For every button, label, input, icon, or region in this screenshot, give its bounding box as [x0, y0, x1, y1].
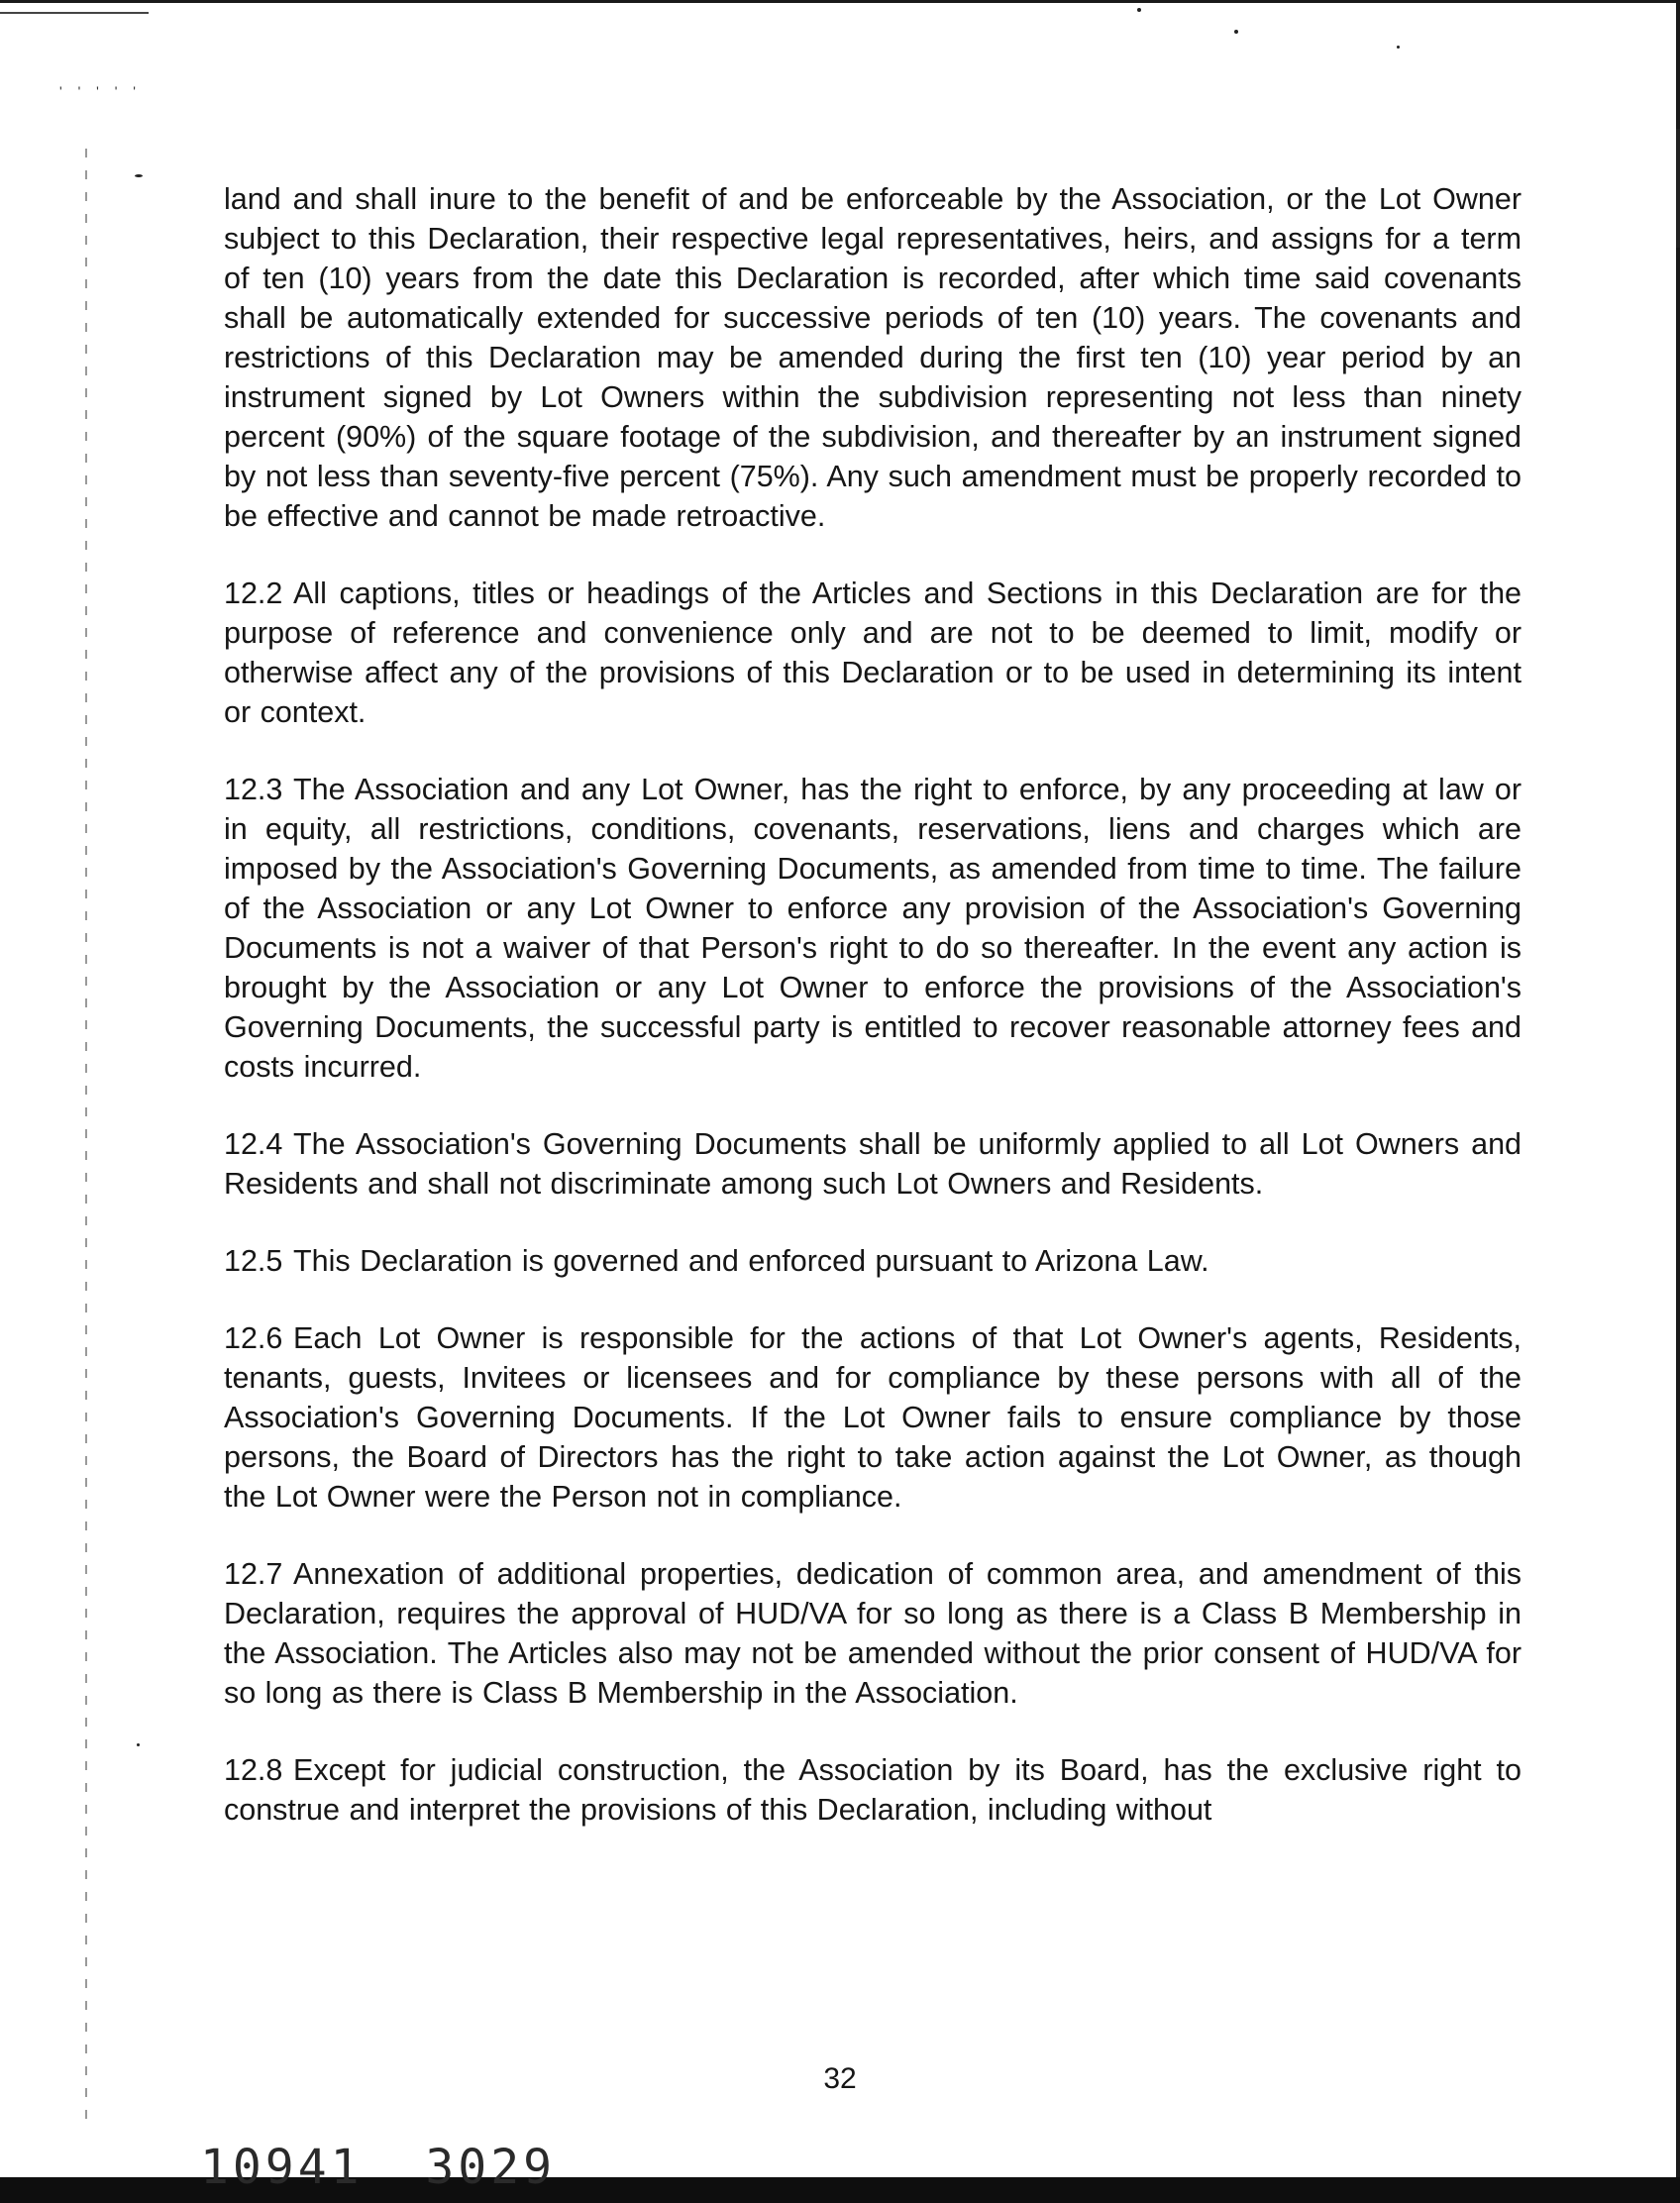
- section-12-3: [224, 770, 1522, 1087]
- section-12-8: [224, 1750, 1522, 1830]
- scan-edge-top: [0, 0, 1680, 3]
- scan-speck: [1137, 8, 1141, 12]
- binding-hole-dashes: [85, 149, 87, 2120]
- section-number: 12.7: [224, 1557, 283, 1591]
- scan-speck: [1676, 129, 1680, 248]
- page-number: 32: [823, 2062, 857, 2095]
- section-text: Each Lot Owner is responsible for the actions of that Lot Owner's agents, Residents, tenants, guests, Invitees or licensees and for compliance by these persons with all of the Association's Governing Documents. If the Lot Owner fails to ensure compliance by those persons, the Board of Directors has the right to take action against the Lot Owner, as though the Lot Owner were the Person not in compliance.: [224, 1321, 1522, 1514]
- section-text: The Association's Governing Documents shall be uniformly applied to all Lot Owners and Residents and shall not discriminate among such Lot Owners and Residents.: [224, 1127, 1522, 1201]
- section-text: All captions, titles or headings of the Articles and Sections in this Declaration are for the purpose of reference and convenience only and are not to be deemed to limit, modify or otherwise affect any of the provisions of this Declaration or to be used in determining its intent or context.: [224, 577, 1522, 729]
- section-number: 12.6: [224, 1321, 283, 1355]
- scan-speck: [1397, 46, 1400, 49]
- section-12-4: [224, 1124, 1522, 1204]
- section-12-2: [224, 574, 1522, 732]
- section-number: 12.2: [224, 577, 283, 610]
- section-text: Annexation of additional properties, dedication of common area, and amendment of this Declaration, requires the approval of HUD/VA for so long as there is a Class B Membership in the Association. The Articles also may not be amended without the prior consent of HUD/VA for so long as there is Class B Membership in the Association.: [224, 1557, 1522, 1710]
- section-number: 12.3: [224, 773, 283, 806]
- section-text: Except for judicial construction, the Association by its Board, has the exclusive right to construe and interpret the provisions of this Declaration, including without: [224, 1753, 1522, 1827]
- recording-stamp-number: 10941 3029: [200, 2140, 556, 2195]
- scan-speck: [1234, 30, 1238, 34]
- section-12-7: [224, 1554, 1522, 1713]
- section-number: 12.4: [224, 1127, 283, 1161]
- scan-edge-right: [1676, 0, 1680, 2203]
- section-number: 12.8: [224, 1753, 283, 1787]
- scan-speck: [137, 1743, 140, 1746]
- section-12-5: [224, 1241, 1522, 1281]
- scan-speck: [135, 174, 143, 177]
- section-12-6: [224, 1318, 1522, 1517]
- scan-corner-mark: [0, 0, 149, 14]
- scan-noise-marks: ' ' ' ' ': [59, 83, 142, 99]
- section-text: This Declaration is governed and enforced pursuant to Arizona Law.: [293, 1244, 1209, 1278]
- document-body: [224, 179, 1522, 1867]
- section-text: The Association and any Lot Owner, has the right to enforce, by any proceeding at law or in equity, all restrictions, conditions, covenants, reservations, liens and charges which are imposed by the Association's Governing Documents, as amended from time to time. The failure of the Association or any Lot Owner to enforce any provision of the Association's Governing Documents is not a waiver of that Person's right to do so thereafter. In the event any action is brought by the Association or any Lot Owner to enforce the provisions of the Association's Governing Documents, the successful party is entitled to recover reasonable attorney fees and costs incurred.: [224, 773, 1522, 1084]
- continuation-paragraph: land and shall inure to the benefit of and be enforceable by the Association, or the Lot Owner subject to this Declaration, their respective legal representatives, heirs, and assigns for a term of ten (10) years from the date this Declaration is recorded, after which time said covenants shall be automatically extended for successive periods of ten (10) years. The covenants and restrictions of this Declaration may be amended during the first ten (10) year period by an instrument signed by Lot Owners within the subdivision representing not less than ninety percent (90%) of the square footage of the subdivision, and thereafter by an instrument signed by not less than seventy-five percent (75%). Any such amendment must be properly recorded to be effective and cannot be made retroactive.: [224, 182, 1522, 533]
- section-number: 12.5: [224, 1244, 283, 1278]
